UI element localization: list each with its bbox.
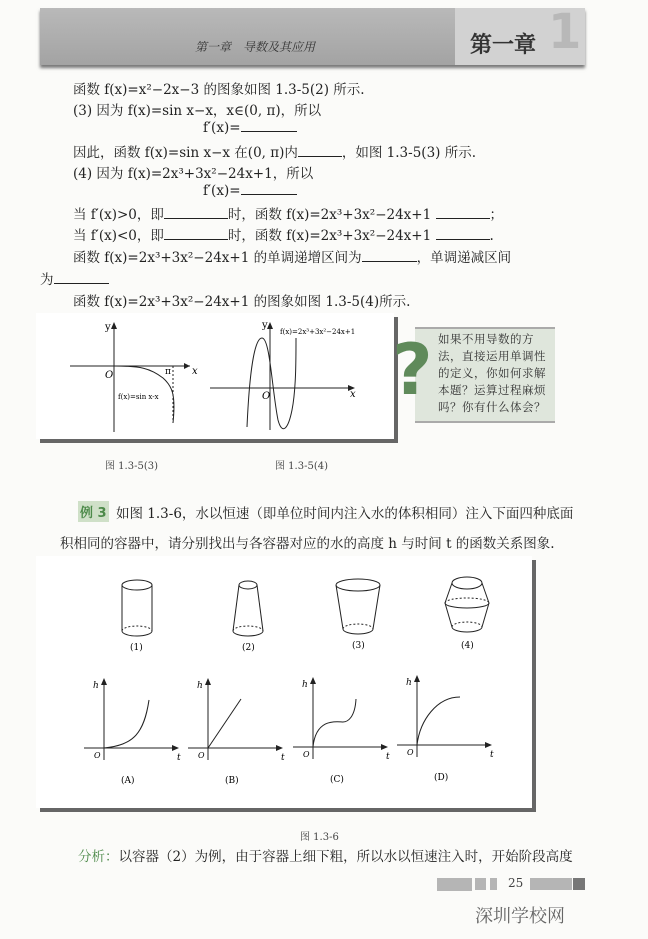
graph-label: (C) (330, 775, 344, 785)
example-label: 例 3 (78, 501, 109, 522)
origin-label: O (262, 391, 271, 402)
text: 时，函数 f(x)=2x³+3x²−24x+1 (227, 207, 432, 223)
text: 为 (40, 272, 54, 288)
linear-curve (208, 699, 241, 748)
x-label: x (192, 366, 198, 377)
graph-label: (D) (434, 773, 449, 783)
y-label: y (262, 320, 268, 331)
arrow (414, 675, 420, 682)
arrow (276, 745, 283, 751)
text-line: 函数 f(x)=x²−2x−3 的图象如图 1.3-5(2) 所示. (73, 82, 365, 98)
arrow (485, 742, 492, 748)
chapter-number: 1 (548, 4, 582, 60)
h-t-graph (84, 678, 181, 786)
origin-label: O (303, 750, 310, 759)
origin-label: O (198, 751, 205, 760)
text: 当 f′(x)>0，即 (73, 207, 164, 223)
graph-label: (B) (225, 776, 239, 786)
text: ； (489, 207, 503, 223)
arrow (310, 677, 316, 684)
question-mark-icon: ? (392, 329, 433, 411)
analysis-line (78, 845, 573, 865)
container-label: (3) (352, 641, 365, 651)
arrow (101, 678, 107, 685)
h-t-graphs (84, 675, 494, 786)
arrow (172, 745, 179, 751)
figure-caption: 图 1.3-6 (300, 832, 339, 843)
container-wide-top (336, 579, 380, 634)
page-decor-bar (530, 878, 572, 890)
t-label: t (177, 753, 181, 763)
origin-label: O (407, 748, 414, 757)
curve-label-3: f(x)=sin x-x (118, 393, 159, 401)
example-text: 如图 1.3-6，水以恒速（即单位时间内注入水的体积相同）注入下面四种底面 (116, 506, 574, 522)
text: 当 f′(x)<0，即 (73, 228, 164, 244)
h-label: h (197, 681, 203, 691)
text: 因此，函数 f(x)=sin x−x 在(0, π)内 (73, 145, 298, 161)
container-narrow-top (233, 581, 263, 636)
h-t-graph (188, 678, 285, 786)
container-label: (1) (130, 643, 143, 653)
container-label: (2) (242, 643, 255, 653)
page-decor-bar (573, 878, 585, 890)
formula: f′(x)= (203, 183, 241, 199)
h-label: h (93, 681, 99, 691)
accelerating-curve (104, 700, 149, 748)
arrow (205, 678, 211, 685)
h-t-graph (397, 675, 494, 783)
origin-label: O (94, 751, 101, 760)
h-t-graph (293, 677, 390, 785)
analysis-text: 以容器（2）为例，由于容器上细下粗，所以水以恒速注入时，开始阶段高度 (118, 849, 573, 865)
t-label: t (490, 750, 494, 760)
text: ，单调递减区间 (416, 250, 512, 266)
y-label: y (105, 322, 111, 333)
page-number: 25 (508, 876, 524, 890)
page-decor-bar (475, 878, 486, 890)
container-label: (4) (461, 641, 474, 651)
figure-caption: 图 1.3-5(3) (105, 461, 158, 472)
container-cylinder (122, 580, 152, 636)
text-line: 函数 f(x)=2x³+3x²−24x+1 的图象如图 1.3-5(4)所示. (73, 294, 411, 310)
origin-label: O (105, 370, 114, 381)
curve-label-4: f(x)=2x³+3x²−24x+1 (280, 328, 356, 336)
analysis-label: 分析： (78, 849, 119, 865)
text: ，如图 1.3-5(3) 所示. (341, 145, 477, 161)
x-label: x (350, 389, 356, 400)
chapter-badge: 第一章 (470, 33, 537, 58)
text-line: (4) 因为 f(x)=2x³+3x²−24x+1，所以 (73, 166, 314, 182)
text-line: (3) 因为 f(x)=sin x−x，x∈(0, π)，所以 (73, 103, 322, 119)
page-decor-bar (437, 878, 472, 891)
graph-label: (A) (121, 776, 135, 786)
tip-text: 如果不用导数的方法，直接运用单调性的定义，你如何求解本题？运算过程麻烦吗？你有什么体会？ (438, 332, 546, 414)
s-curve (313, 699, 356, 747)
container-barrel (445, 577, 489, 632)
page-decor-bar (490, 878, 497, 890)
text: . (489, 228, 494, 244)
watermark: 深圳学校网 (475, 906, 565, 927)
formula: f′(x)= (203, 120, 241, 136)
example-text: 积相同的容器中，请分别找出与各容器对应的水的高度 h 与时间 t 的函数关系图象. (60, 536, 555, 552)
arrow (381, 744, 388, 750)
decelerating-curve (417, 697, 460, 745)
h-label: h (302, 680, 308, 690)
text: 时，函数 f(x)=2x³+3x²−24x+1 (227, 228, 432, 244)
text: 函数 f(x)=2x³+3x²−24x+1 的单调递增区间为 (73, 250, 362, 266)
h-label: h (406, 678, 412, 688)
t-label: t (386, 752, 390, 762)
chapter-title: 第一章 导数及其应用 (195, 40, 316, 54)
pi-label: π (165, 367, 171, 377)
figure-caption: 图 1.3-5(4) (275, 461, 328, 472)
t-label: t (281, 753, 285, 763)
